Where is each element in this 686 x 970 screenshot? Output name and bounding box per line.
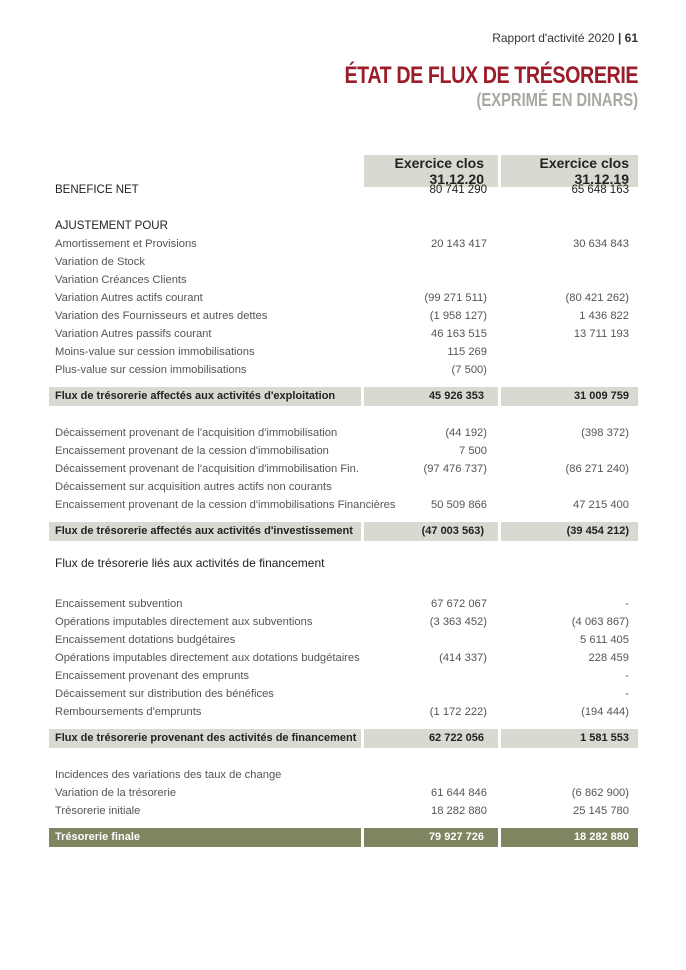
row-label: AJUSTEMENT POUR <box>55 220 168 232</box>
table-row <box>49 766 638 784</box>
table-row <box>49 424 638 442</box>
table-header <box>49 155 638 187</box>
row-label: Encaissement dotations budgétaires <box>55 634 236 646</box>
table-row <box>49 667 638 685</box>
table-row <box>49 703 638 721</box>
value-2019: 1 581 553 <box>501 729 638 748</box>
value-2019: - <box>625 670 629 682</box>
value-2019: 228 459 <box>588 652 629 664</box>
value-2019: 47 215 400 <box>573 499 629 511</box>
value-2019: (86 271 240) <box>565 463 629 475</box>
value-2020: 79 927 726 <box>361 828 501 847</box>
page-subtitle: (EXPRIMÉ EN DINARS) <box>476 90 638 110</box>
value-2019: 13 711 193 <box>573 328 629 340</box>
value-2020: 45 926 353 <box>361 387 501 406</box>
page-title: ÉTAT DE FLUX DE TRÉSORERIE <box>344 62 638 89</box>
value-2020: (7 500) <box>451 364 487 376</box>
row-label: Moins-value sur cession immobilisations <box>55 346 255 358</box>
value-2020: 61 644 846 <box>431 787 487 799</box>
section-heading <box>49 549 638 577</box>
row-label: Encaissement provenant des emprunts <box>55 670 250 682</box>
value-2019: (4 063 867) <box>571 616 629 628</box>
value-2020: 18 282 880 <box>431 805 487 817</box>
row-label: Variation de Stock <box>55 256 145 268</box>
value-2020: (414 337) <box>439 652 487 664</box>
row-label: Variation de la trésorerie <box>55 787 177 799</box>
row-label: Variation Autres actifs courant <box>55 292 203 304</box>
row-label: Incidences des variations des taux de change <box>55 769 282 781</box>
row-label: Encaissement provenant de la cession d'immobilisation <box>55 445 329 457</box>
value-2019: 65 648 163 <box>571 184 629 196</box>
row-label: Plus-value sur cession immobilisations <box>55 364 247 376</box>
value-2019: 30 634 843 <box>573 238 629 250</box>
subtotal-row-investissement <box>49 522 638 541</box>
table-row <box>49 343 638 361</box>
value-2020: 50 509 866 <box>431 499 487 511</box>
row-label: Variation des Fournisseurs et autres dettes <box>55 310 268 322</box>
subtotal-row-exploitation <box>49 387 638 406</box>
value-2019: (6 862 900) <box>571 787 629 799</box>
column-header-2019: Exercice clos 31.12.19 <box>501 155 638 187</box>
row-label: Opérations imputables directement aux dotations budgétaires <box>55 652 360 664</box>
row-label: Flux de trésorerie affectés aux activités d'exploitation <box>49 387 361 406</box>
value-2020: 80 741 290 <box>429 184 487 196</box>
value-2019: (39 454 212) <box>501 522 638 541</box>
row-label: Flux de trésorerie liés aux activités de financement <box>55 556 325 570</box>
value-2019: (194 444) <box>581 706 629 718</box>
table-row <box>49 307 638 325</box>
table-row <box>49 478 638 496</box>
table-row <box>49 460 638 478</box>
row-label: Amortissement et Provisions <box>55 238 197 250</box>
value-2020: (99 271 511) <box>424 292 487 304</box>
separator: | <box>617 31 622 45</box>
value-2019: 25 145 780 <box>573 805 629 817</box>
value-2020: (3 363 452) <box>429 616 487 628</box>
row-label: Encaissement subvention <box>55 598 183 610</box>
value-2019: - <box>625 598 629 610</box>
value-2019: 1 436 822 <box>579 310 629 322</box>
subtotal-row-financement <box>49 729 638 748</box>
benefice-net-row <box>49 181 638 199</box>
table-row <box>49 442 638 460</box>
row-label: Variation Créances Clients <box>55 274 187 286</box>
value-2020: (1 172 222) <box>429 706 487 718</box>
row-label: Flux de trésorerie provenant des activités de financement <box>49 729 361 748</box>
value-2020: 20 143 417 <box>431 238 487 250</box>
value-2020: 62 722 056 <box>361 729 501 748</box>
page-number: 61 <box>624 31 638 45</box>
value-2020: 7 500 <box>459 445 487 457</box>
report-label: Rapport d'activité 2020 <box>492 31 615 45</box>
table-row <box>49 685 638 703</box>
value-2020: (47 003 563) <box>361 522 501 541</box>
row-label: Variation Autres passifs courant <box>55 328 212 340</box>
table-row <box>49 613 638 631</box>
table-row <box>49 784 638 802</box>
value-2019: 18 282 880 <box>501 828 638 847</box>
row-label: BENEFICE NET <box>55 184 139 196</box>
table-row <box>49 496 638 514</box>
row-label: Encaissement provenant de la cession d'immobilisations Financières <box>55 499 396 511</box>
page-header <box>492 31 638 45</box>
section-heading <box>49 217 638 235</box>
table-row <box>49 271 638 289</box>
value-2020: (1 958 127) <box>429 310 487 322</box>
table-row <box>49 802 638 820</box>
table-row <box>49 649 638 667</box>
table-row <box>49 361 638 379</box>
table-row <box>49 325 638 343</box>
value-2019: (80 421 262) <box>565 292 629 304</box>
table-row <box>49 631 638 649</box>
row-label: Décaissement sur acquisition autres actifs non courants <box>55 481 332 493</box>
value-2020: (44 192) <box>445 427 487 439</box>
row-label: Décaissement sur distribution des bénéfices <box>55 688 274 700</box>
table-row <box>49 595 638 613</box>
row-label: Décaissement provenant de l'acquisition d'immobilisation Fin. <box>55 463 359 475</box>
row-label: Trésorerie finale <box>49 828 361 847</box>
table-row <box>49 235 638 253</box>
table-row <box>49 253 638 271</box>
row-label: Trésorerie initiale <box>55 805 141 817</box>
row-label: Opérations imputables directement aux subventions <box>55 616 313 628</box>
final-row <box>49 828 638 847</box>
value-2020: 115 269 <box>447 346 487 358</box>
table-row <box>49 289 638 307</box>
value-2020: 67 672 067 <box>431 598 487 610</box>
value-2019: 31 009 759 <box>501 387 638 406</box>
value-2019: 5 611 405 <box>580 634 629 646</box>
value-2019: - <box>625 688 629 700</box>
row-label: Décaissement provenant de l'acquisition d'immobilisation <box>55 427 338 439</box>
row-label: Remboursements d'emprunts <box>55 706 202 718</box>
cash-flow-table <box>49 155 638 847</box>
column-header-2020: Exercice clos 31.12.20 <box>361 155 501 187</box>
value-2020: (97 476 737) <box>423 463 487 475</box>
value-2020: 46 163 515 <box>431 328 487 340</box>
value-2019: (398 372) <box>581 427 629 439</box>
row-label: Flux de trésorerie affectés aux activités d'investissement <box>49 522 361 541</box>
